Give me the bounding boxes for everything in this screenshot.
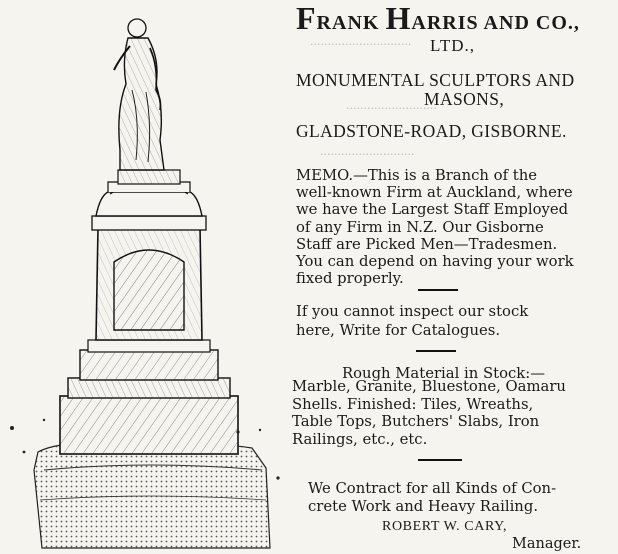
divider-rule xyxy=(416,350,456,352)
monument-illustration xyxy=(0,0,290,554)
catalogue-line: If you cannot inspect our stock xyxy=(296,303,529,320)
contract-line: We Contract for all Kinds of Con- xyxy=(308,480,557,497)
memo-line: You can depend on having your work xyxy=(296,253,574,271)
trade-line-2: MASONS, xyxy=(424,89,505,109)
monument-lower-plinth xyxy=(60,378,238,454)
memo-line: Staff are Picked Men—Tradesmen. xyxy=(296,235,558,253)
memo-paragraph xyxy=(296,167,618,287)
signatory-role: Manager. xyxy=(512,536,582,552)
memo-line: of any Firm in N.Z. Our Gisborne xyxy=(296,218,544,236)
monument-cap xyxy=(96,170,202,216)
stock-heading: Rough Material in Stock:— xyxy=(342,365,546,382)
monument-middle-plinth xyxy=(80,340,218,380)
trade-line-1: MONUMENTAL SCULPTORS AND xyxy=(296,70,575,90)
memo-line: fixed properly. xyxy=(296,270,404,288)
stock-line: Railings, etc., etc. xyxy=(292,430,428,448)
stock-line: Table Tops, Butchers' Slabs, Iron xyxy=(292,413,540,431)
contract-paragraph xyxy=(308,480,556,515)
catalogue-paragraph xyxy=(296,302,528,340)
firm-name-line: FRANK HARRIS AND CO., xyxy=(296,0,580,36)
show-through-mark: ··························· xyxy=(320,148,415,161)
memo-line: we have the Largest Staff Employed xyxy=(296,201,569,219)
signatory-name: ROBERT W. CARY, xyxy=(382,519,508,534)
address-line: GLADSTONE-ROAD, GISBORNE. xyxy=(296,121,567,141)
monument-die xyxy=(92,216,206,340)
memo-line: well-known Firm at Auckland, where xyxy=(296,184,573,202)
catalogue-line: here, Write for Catalogues. xyxy=(296,322,501,339)
divider-rule xyxy=(418,289,458,291)
show-through-mark: ····························· xyxy=(310,38,412,51)
stock-line: Marble, Granite, Bluestone, Oamaru xyxy=(292,378,566,395)
contract-line: crete Work and Heavy Railing. xyxy=(308,497,539,515)
show-through-mark: ·························· xyxy=(346,102,437,115)
stock-line: Shells. Finished: Tiles, Wreaths, xyxy=(292,395,534,413)
memo-line: MEMO.—This is a Branch of the xyxy=(296,167,537,184)
monument-ground xyxy=(34,443,270,548)
monument-statue xyxy=(114,19,164,170)
divider-rule xyxy=(418,459,462,461)
stock-list xyxy=(292,378,566,448)
firm-ltd: LTD., xyxy=(430,36,475,55)
advert-text-column xyxy=(290,0,616,554)
